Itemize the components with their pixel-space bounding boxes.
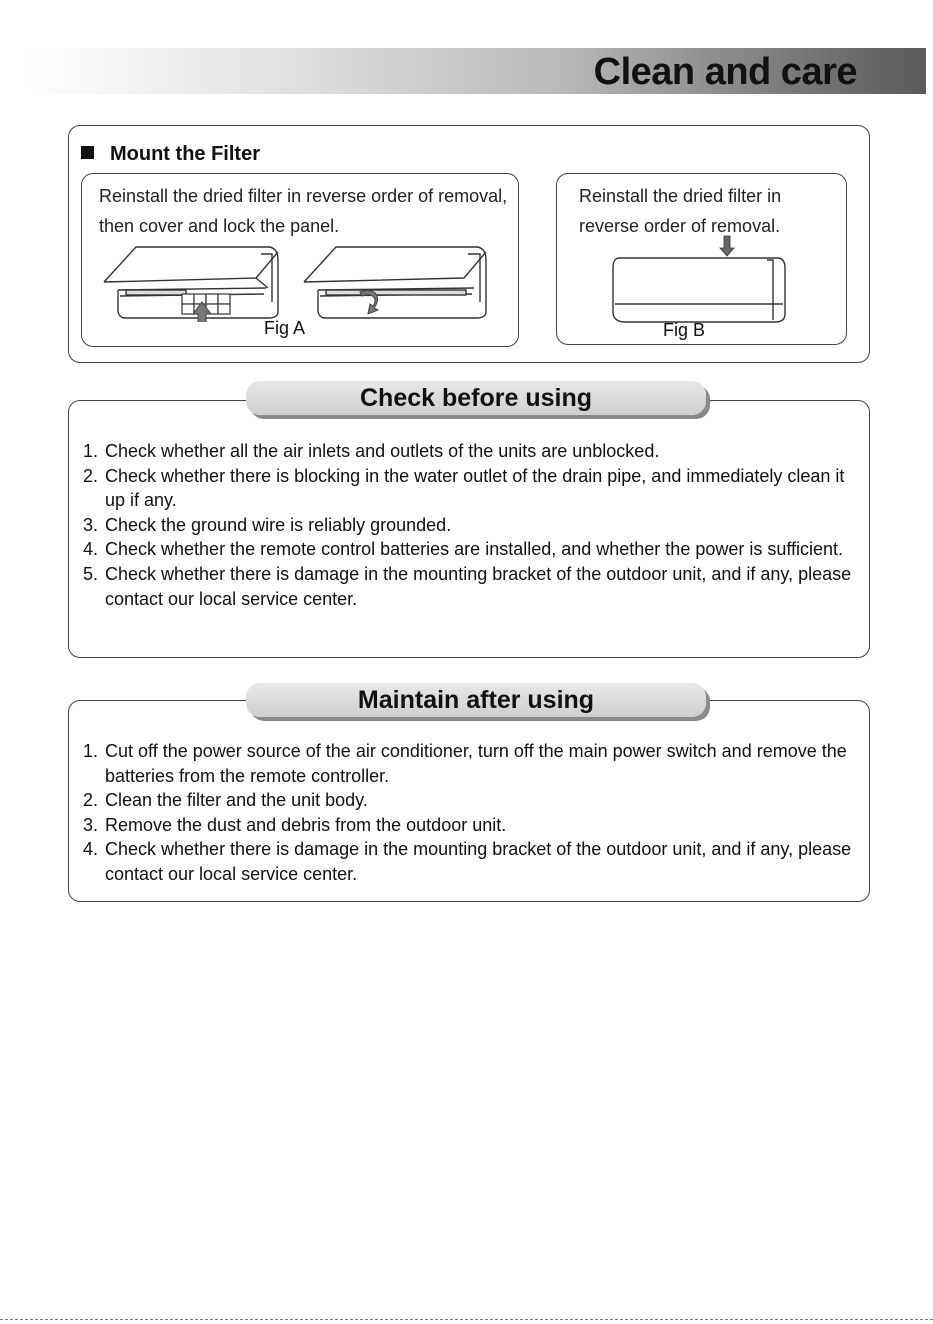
list-item: 4. Check whether the remote control batteries are installed, and whether the power is sufficient.	[83, 539, 844, 560]
list-item: 5. Check whether there is damage in the mounting bracket of the outdoor unit, and if any, please contact our local service center.	[83, 563, 852, 609]
list-item: 1. Cut off the power source of the air conditioner, turn off the main power switch and remove the batteries from the remote controller.	[83, 741, 847, 786]
list-item: 1. Check whether all the air inlets and outlets of the units are unblocked.	[83, 441, 660, 461]
mount-filter-panel	[68, 125, 870, 363]
list-item: 3. Check the ground wire is reliably grounded.	[83, 514, 452, 535]
list-item: 2. Clean the filter and the unit body.	[83, 790, 368, 811]
mount-filter-heading	[81, 142, 260, 166]
fig-b-illustration	[607, 234, 797, 326]
ac-unit-open-icon	[104, 247, 278, 318]
square-bullet-icon	[81, 146, 94, 159]
ac-unit-closing-icon	[304, 247, 486, 318]
maintain-after-list	[69, 739, 859, 887]
list-item: 2. Check whether there is blocking in the water outlet of the drain pipe, and immediately clean it up if any.	[83, 465, 845, 511]
fig-a-illustration	[96, 242, 506, 322]
list-item: 4. Check whether there is damage in the mounting bracket of the outdoor unit, and if any, please contact our local service center.	[83, 839, 852, 884]
down-arrow-icon	[720, 236, 734, 256]
fig-a-instruction: Reinstall the dried filter in reverse order of removal, then cover and lock the panel.	[99, 186, 508, 236]
check-before-panel	[68, 400, 870, 658]
mount-filter-heading-text: Mount the Filter	[110, 143, 260, 165]
page-bottom-divider	[0, 1319, 933, 1320]
list-item: 3. Remove the dust and debris from the outdoor unit.	[83, 814, 507, 835]
fig-b-box	[556, 173, 847, 345]
maintain-after-title: Maintain after using	[246, 683, 706, 717]
ac-unit-closed-icon	[613, 258, 785, 322]
page-title: Clean and care	[593, 51, 857, 93]
fig-a-label: Fig A	[264, 318, 306, 338]
fig-b-label: Fig B	[663, 320, 706, 340]
fig-a-box	[81, 173, 519, 347]
maintain-after-panel	[68, 700, 870, 902]
fig-b-instruction: Reinstall the dried filter in reverse order of removal.	[579, 186, 782, 236]
rotate-arrow-icon	[360, 290, 378, 314]
check-before-list	[69, 439, 859, 611]
check-before-title: Check before using	[246, 381, 706, 415]
